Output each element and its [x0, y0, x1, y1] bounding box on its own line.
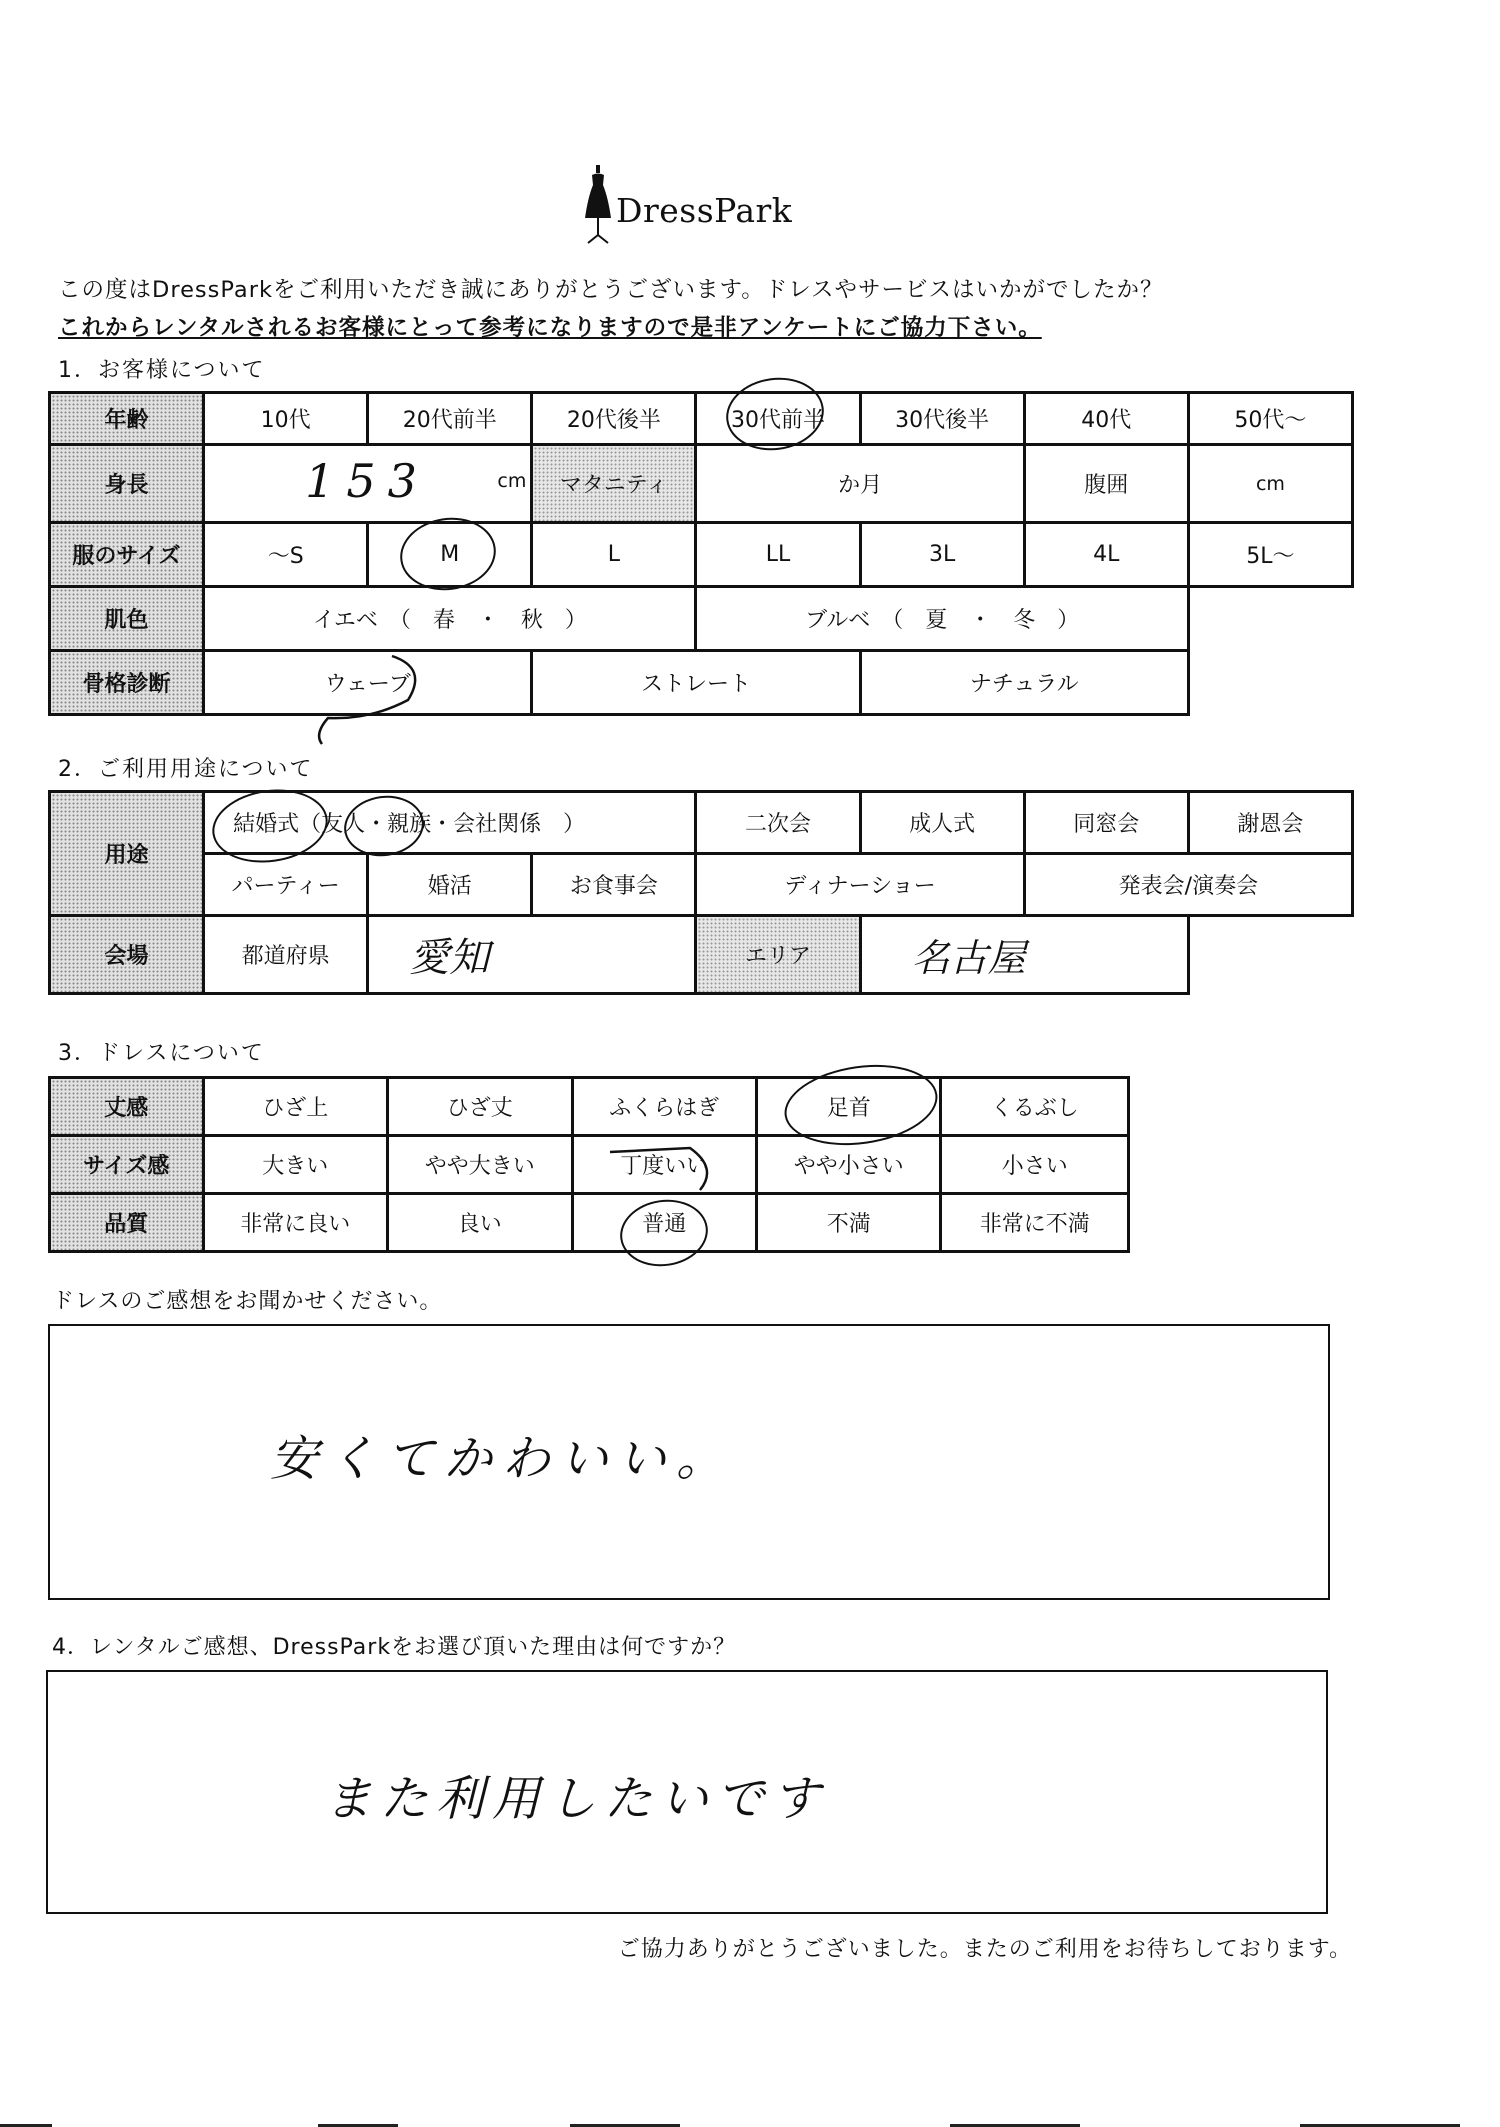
skin-blue-option[interactable]: ブルベ （ 夏 ・ 冬 ） [696, 587, 1188, 651]
size-option[interactable]: ～S [204, 523, 368, 587]
purpose-option[interactable]: 婚活 [368, 854, 532, 916]
length-option[interactable]: ふくらはぎ [572, 1078, 756, 1136]
quality-label: 品質 [50, 1194, 204, 1252]
area-label: エリア [696, 916, 860, 994]
maternity-months-field[interactable] [696, 445, 1024, 523]
wedding-rest-label: ・親族・会社関係 ） [365, 812, 586, 837]
skin-yellow-option[interactable]: イエベ （ 春 ・ 秋 ） [204, 587, 696, 651]
quality-option-selected[interactable]: 普通 [572, 1194, 756, 1252]
quality-option[interactable]: 不満 [756, 1194, 940, 1252]
height-label: 身長 [50, 445, 204, 523]
dress-comment-box[interactable] [48, 1324, 1330, 1600]
size-option[interactable]: 5L～ [1188, 523, 1352, 587]
fit-option[interactable]: やや大きい [388, 1136, 572, 1194]
intro-line-2: これからレンタルされるお客様にとって参考になりますので是非アンケートにご協力下さい。 [58, 315, 1042, 341]
dress-comment-value: 安くてかわいい。 [270, 1431, 735, 1487]
age-option[interactable]: 40代 [1024, 393, 1188, 445]
purpose-option[interactable]: お食事会 [532, 854, 696, 916]
size-option[interactable]: 3L [860, 523, 1024, 587]
brand-name: DressPark [616, 191, 793, 230]
purpose-option[interactable]: 同窓会 [1024, 792, 1188, 854]
height-unit: cm [497, 470, 527, 492]
length-option[interactable]: ひざ上 [203, 1078, 387, 1136]
reason-value: また利用したいです [324, 1771, 829, 1827]
size-label: 服のサイズ [50, 523, 204, 587]
length-label: 丈感 [50, 1078, 204, 1136]
area-field[interactable] [860, 916, 1188, 994]
age-option-selected[interactable]: 30代前半 [696, 393, 860, 445]
wedding-label: 結婚式（ [233, 812, 322, 837]
section2-title: 2．ご利用用途について [58, 757, 314, 782]
belly-field[interactable] [1188, 445, 1352, 523]
fit-option[interactable]: やや小さい [756, 1136, 940, 1194]
skeleton-option[interactable]: ナチュラル [860, 651, 1188, 715]
prefecture-label: 都道府県 [204, 916, 368, 994]
skeleton-option[interactable]: ストレート [532, 651, 860, 715]
dress-table [48, 1076, 1130, 1253]
fit-label: サイズ感 [50, 1136, 204, 1194]
dresspark-logo [578, 163, 818, 253]
quality-option[interactable]: 非常に不満 [941, 1194, 1129, 1252]
age-label: 年齢 [50, 393, 204, 445]
selection-mark-skeleton [300, 648, 440, 748]
purpose-option[interactable]: 発表会/演奏会 [1024, 854, 1352, 916]
fit-option-selected[interactable]: 丁度いい [572, 1136, 756, 1194]
dress-form-icon [578, 163, 618, 253]
age-option[interactable]: 30代後半 [860, 393, 1024, 445]
height-field[interactable] [204, 445, 532, 523]
length-option[interactable]: ひざ丈 [388, 1078, 572, 1136]
size-option[interactable]: LL [696, 523, 860, 587]
height-value: 153 [305, 454, 429, 508]
quality-option[interactable]: 非常に良い [203, 1194, 387, 1252]
size-option-selected[interactable]: M [368, 523, 532, 587]
age-option[interactable]: 20代前半 [368, 393, 532, 445]
purpose-option[interactable]: 二次会 [696, 792, 860, 854]
fit-option[interactable]: 大きい [203, 1136, 387, 1194]
section3-title: 3．ドレスについて [58, 1041, 265, 1066]
purpose-label: 用途 [50, 792, 204, 916]
section1-title: 1．お客様について [58, 358, 266, 383]
purpose-option[interactable]: ディナーショー [696, 854, 1024, 916]
prefecture-field[interactable] [368, 916, 696, 994]
skin-label: 肌色 [50, 587, 204, 651]
venue-label: 会場 [50, 916, 204, 994]
selection-mark-fit [600, 1140, 730, 1200]
length-option[interactable]: くるぶし [941, 1078, 1129, 1136]
dress-comment-label: ドレスのご感想をお聞かせください。 [52, 1289, 443, 1314]
section4-title: 4．レンタルご感想、DressParkをお選び頂いた理由は何ですか？ [52, 1635, 737, 1660]
reason-box[interactable] [46, 1670, 1328, 1914]
intro-line-1: この度はDressParkをご利用いただき誠にありがとうございます。ドレスやサービスはいかがでしたか？ [58, 277, 1164, 303]
empty-cell [1188, 587, 1352, 651]
size-option[interactable]: 4L [1024, 523, 1188, 587]
purpose-option[interactable]: パーティー [204, 854, 368, 916]
skeleton-option-selected[interactable]: ウェーブ [204, 651, 532, 715]
skeleton-label: 骨格診断 [50, 651, 204, 715]
fit-option[interactable]: 小さい [941, 1136, 1129, 1194]
maternity-months-unit: か月 [838, 473, 883, 498]
length-option-selected[interactable]: 足首 [756, 1078, 940, 1136]
prefecture-value: 愛知 [409, 935, 490, 981]
empty-cell [1188, 916, 1352, 994]
size-option[interactable]: L [532, 523, 696, 587]
area-value: 名古屋 [911, 936, 1026, 980]
belly-unit: cm [1255, 473, 1285, 495]
age-option[interactable]: 20代後半 [532, 393, 696, 445]
footer-message: ご協力ありがとうございました。またのご利用をお待ちしております。 [617, 1937, 1352, 1962]
age-option[interactable]: 50代～ [1188, 393, 1352, 445]
purpose-option[interactable]: 謝恩会 [1188, 792, 1352, 854]
belly-label: 腹囲 [1024, 445, 1188, 523]
empty-cell [1188, 651, 1352, 715]
friend-option-selected[interactable]: 友人 [321, 812, 366, 837]
purpose-option[interactable]: 成人式 [860, 792, 1024, 854]
maternity-label: マタニティ [532, 445, 696, 523]
quality-option[interactable]: 良い [388, 1194, 572, 1252]
age-option[interactable]: 10代 [204, 393, 368, 445]
customer-table [48, 391, 1354, 716]
